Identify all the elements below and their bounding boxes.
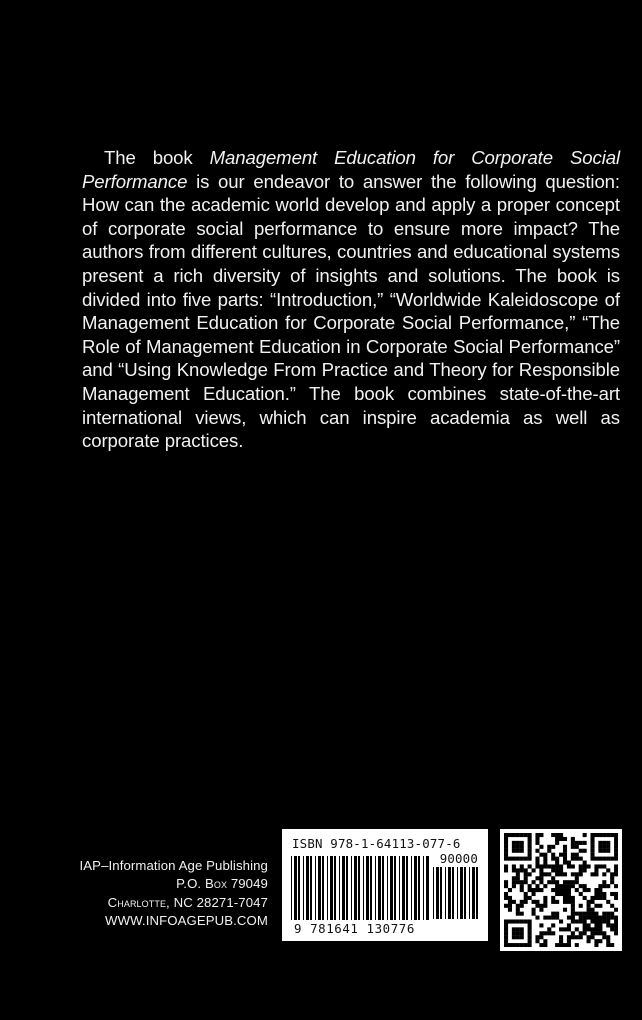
ean-digits: 9 781641 130776 [294,921,415,936]
ean-barcode-bars [290,856,430,920]
publisher-name: IAP–Information Age Publishing [79,858,268,873]
publisher-city: Charlotte, NC 28271-7047 [107,894,268,910]
addon-barcode-bars [432,867,482,919]
blurb-intro: The book [104,147,210,168]
publisher-po-box: P.O. Box 79049 [176,876,268,892]
qr-code-icon [504,833,618,947]
publisher-info [40,857,268,931]
blurb-body: is our endeavor to answer the following question: How can the academic world develop and apply a proper concept of corporate social performance to ensure more impact? The authors from different cultures, countries and educational systems present a rich diversity of insights and solutions. The book is divided into five parts: “Introduction,” “Worldwide Kaleidoscope of Management Education for Corporate Social Performance,” “The Role of Management Education in Corporate Social Performance” and “Using Knowledge From Practice and Theory for Responsible Management Education.” The book combines state-of-the-art international views, which can inspire academia as well as corporate practices. [82,170,620,452]
qr-code [500,829,622,951]
book-description [82,146,620,453]
isbn-label: ISBN 978-1-64113-077-6 [292,836,461,851]
book-title: Management Education for Corporate Social Performance [82,147,620,192]
isbn-barcode [282,829,488,941]
price-code: 90000 [439,851,478,866]
publisher-website: WWW.INFOAGEPUB.COM [105,913,268,929]
